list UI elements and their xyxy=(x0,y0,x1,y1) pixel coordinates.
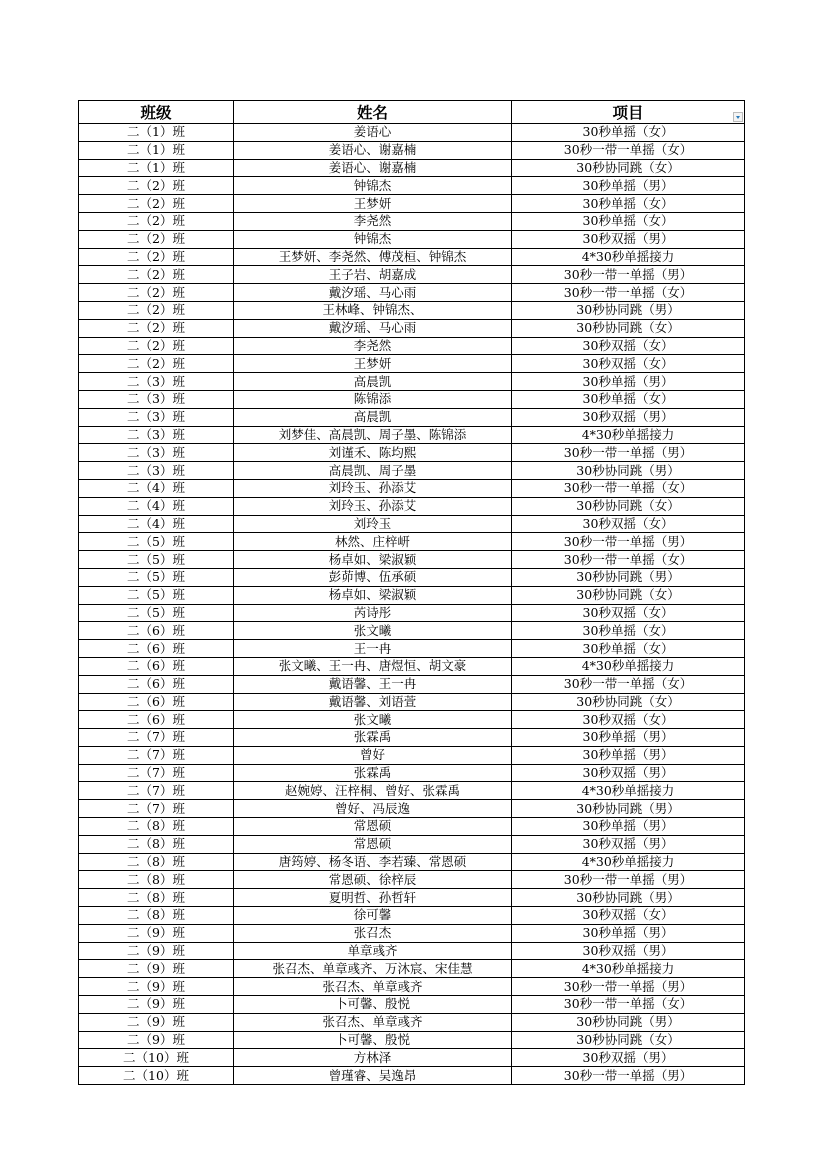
table-row xyxy=(79,978,745,996)
event-cell[interactable]: 4*30秒单摇接力 xyxy=(512,782,745,800)
class-cell[interactable]: 二（4）班 xyxy=(79,479,234,497)
name-cell[interactable]: 杨卓如、梁淑颖 xyxy=(234,586,512,604)
class-cell[interactable]: 二（2）班 xyxy=(79,195,234,213)
table-row xyxy=(79,657,745,675)
table-row xyxy=(79,373,745,391)
name-cell[interactable]: 高晨凯 xyxy=(234,373,512,391)
class-cell[interactable]: 二（2）班 xyxy=(79,266,234,284)
name-cell[interactable]: 张文曦、王一冉、唐煜恒、胡文豪 xyxy=(234,657,512,675)
table-row xyxy=(79,479,745,497)
name-cell[interactable]: 芮诗彤 xyxy=(234,604,512,622)
event-cell[interactable]: 30秒一带一单摇（女） xyxy=(512,141,745,159)
name-cell[interactable]: 高晨凯、周子墨 xyxy=(234,462,512,480)
event-cell[interactable]: 30秒一带一单摇（女） xyxy=(512,479,745,497)
event-cell[interactable]: 30秒双摇（女） xyxy=(512,355,745,373)
class-cell[interactable]: 二（6）班 xyxy=(79,693,234,711)
name-cell[interactable]: 常恩硕 xyxy=(234,818,512,836)
name-cell[interactable]: 王梦妍 xyxy=(234,355,512,373)
table-row xyxy=(79,248,745,266)
name-cell[interactable]: 张召杰、单章彧齐、万沐宸、宋佳慧 xyxy=(234,960,512,978)
name-cell[interactable]: 赵婉婷、汪梓桐、曾好、张霖禹 xyxy=(234,782,512,800)
class-cell[interactable]: 二（5）班 xyxy=(79,568,234,586)
event-cell[interactable]: 30秒一带一单摇（女） xyxy=(512,551,745,569)
class-cell[interactable]: 二（5）班 xyxy=(79,551,234,569)
class-cell[interactable]: 二（7）班 xyxy=(79,800,234,818)
event-cell[interactable]: 30秒一带一单摇（女） xyxy=(512,675,745,693)
name-cell[interactable]: 曾好、冯辰逸 xyxy=(234,800,512,818)
class-cell[interactable]: 二（9）班 xyxy=(79,1031,234,1049)
class-cell[interactable]: 二（2）班 xyxy=(79,212,234,230)
table-row xyxy=(79,818,745,836)
table-body xyxy=(79,124,745,1085)
event-cell[interactable]: 30秒双摇（男） xyxy=(512,835,745,853)
table-row xyxy=(79,462,745,480)
event-cell[interactable]: 30秒双摇（女） xyxy=(512,515,745,533)
event-cell[interactable]: 30秒一带一单摇（男） xyxy=(512,871,745,889)
class-cell[interactable]: 二（3）班 xyxy=(79,426,234,444)
class-cell[interactable]: 二（7）班 xyxy=(79,764,234,782)
table-row xyxy=(79,604,745,622)
class-cell[interactable]: 二（2）班 xyxy=(79,355,234,373)
class-cell[interactable]: 二（5）班 xyxy=(79,586,234,604)
header-name: 姓名 xyxy=(234,101,512,124)
class-cell[interactable]: 二（1）班 xyxy=(79,124,234,142)
event-cell[interactable]: 30秒一带一单摇（女） xyxy=(512,996,745,1014)
event-cell[interactable]: 30秒单摇（女） xyxy=(512,212,745,230)
table-row xyxy=(79,622,745,640)
name-cell[interactable]: 姜语心 xyxy=(234,124,512,142)
header-class: 班级 xyxy=(79,101,234,124)
class-cell[interactable]: 二（6）班 xyxy=(79,640,234,658)
event-cell[interactable]: 30秒单摇（女） xyxy=(512,622,745,640)
class-cell[interactable]: 二（2）班 xyxy=(79,248,234,266)
event-cell[interactable]: 30秒一带一单摇（男） xyxy=(512,266,745,284)
name-cell[interactable]: 李尧然 xyxy=(234,212,512,230)
event-cell[interactable]: 30秒一带一单摇（男） xyxy=(512,978,745,996)
class-cell[interactable]: 二（3）班 xyxy=(79,390,234,408)
table-row xyxy=(79,996,745,1014)
table-row xyxy=(79,301,745,319)
name-cell[interactable]: 刘谨禾、陈均熙 xyxy=(234,444,512,462)
class-cell[interactable]: 二（6）班 xyxy=(79,711,234,729)
name-cell[interactable]: 唐筠婷、杨冬语、李若臻、常恩硕 xyxy=(234,853,512,871)
name-cell[interactable]: 王梦妍、李尧然、傅茂桓、钟锦杰 xyxy=(234,248,512,266)
name-cell[interactable]: 戴语馨、王一冉 xyxy=(234,675,512,693)
class-cell[interactable]: 二（8）班 xyxy=(79,818,234,836)
class-cell[interactable]: 二（4）班 xyxy=(79,497,234,515)
event-cell[interactable]: 30秒一带一单摇（男） xyxy=(512,444,745,462)
event-cell[interactable]: 30秒双摇（女） xyxy=(512,711,745,729)
class-cell[interactable]: 二（3）班 xyxy=(79,462,234,480)
name-cell[interactable]: 张文曦 xyxy=(234,711,512,729)
table-row xyxy=(79,141,745,159)
name-cell[interactable]: 常恩硕 xyxy=(234,835,512,853)
class-cell[interactable]: 二（5）班 xyxy=(79,604,234,622)
table-row xyxy=(79,1031,745,1049)
table-row xyxy=(79,319,745,337)
table-row xyxy=(79,515,745,533)
class-cell[interactable]: 二（1）班 xyxy=(79,159,234,177)
class-cell[interactable]: 二（2）班 xyxy=(79,230,234,248)
event-cell[interactable]: 4*30秒单摇接力 xyxy=(512,853,745,871)
table-row xyxy=(79,942,745,960)
event-cell[interactable]: 30秒单摇（女） xyxy=(512,390,745,408)
name-cell[interactable]: 常恩硕、徐梓辰 xyxy=(234,871,512,889)
name-cell[interactable]: 王一冉 xyxy=(234,640,512,658)
class-cell[interactable]: 二（3）班 xyxy=(79,444,234,462)
event-cell[interactable]: 30秒一带一单摇（男） xyxy=(512,533,745,551)
class-cell[interactable]: 二（8）班 xyxy=(79,853,234,871)
name-cell[interactable]: 陈锦添 xyxy=(234,390,512,408)
event-cell[interactable]: 30秒双摇（男） xyxy=(512,942,745,960)
table-row xyxy=(79,693,745,711)
event-cell[interactable]: 30秒单摇（男） xyxy=(512,729,745,747)
table-row xyxy=(79,729,745,747)
event-cell[interactable]: 30秒单摇（女） xyxy=(512,124,745,142)
class-cell[interactable]: 二（10）班 xyxy=(79,1067,234,1085)
event-cell[interactable]: 30秒单摇（男） xyxy=(512,924,745,942)
name-cell[interactable]: 戴汐瑶、马心雨 xyxy=(234,319,512,337)
header-event xyxy=(512,101,745,124)
table-row xyxy=(79,1013,745,1031)
class-cell[interactable]: 二（2）班 xyxy=(79,284,234,302)
table-row xyxy=(79,853,745,871)
class-cell[interactable]: 二（3）班 xyxy=(79,408,234,426)
class-cell[interactable]: 二（7）班 xyxy=(79,782,234,800)
name-cell[interactable]: 卜可馨、殷悦 xyxy=(234,996,512,1014)
event-cell[interactable]: 4*30秒单摇接力 xyxy=(512,248,745,266)
name-cell[interactable]: 徐可馨 xyxy=(234,907,512,925)
table-row xyxy=(79,444,745,462)
event-cell[interactable]: 30秒协同跳（男） xyxy=(512,462,745,480)
header-event-label: 项目 xyxy=(612,104,644,122)
name-cell[interactable]: 张文曦 xyxy=(234,622,512,640)
class-cell[interactable]: 二（8）班 xyxy=(79,835,234,853)
event-cell[interactable]: 30秒协同跳（男） xyxy=(512,1013,745,1031)
roster-table xyxy=(78,100,745,1085)
filter-dropdown-icon[interactable] xyxy=(733,112,743,122)
table-row xyxy=(79,284,745,302)
table-row xyxy=(79,212,745,230)
class-cell[interactable]: 二（6）班 xyxy=(79,657,234,675)
event-cell[interactable]: 30秒单摇（女） xyxy=(512,195,745,213)
class-cell[interactable]: 二（9）班 xyxy=(79,924,234,942)
name-cell[interactable]: 李尧然 xyxy=(234,337,512,355)
class-cell[interactable]: 二（8）班 xyxy=(79,871,234,889)
event-cell[interactable]: 30秒双摇（男） xyxy=(512,408,745,426)
name-cell[interactable]: 单章彧齐 xyxy=(234,942,512,960)
name-cell[interactable]: 方林泽 xyxy=(234,1049,512,1067)
name-cell[interactable]: 林然、庄梓岍 xyxy=(234,533,512,551)
event-cell[interactable]: 4*30秒单摇接力 xyxy=(512,426,745,444)
event-cell[interactable]: 30秒协同跳（女） xyxy=(512,159,745,177)
event-cell[interactable]: 30秒协同跳（女） xyxy=(512,586,745,604)
name-cell[interactable]: 张霖禹 xyxy=(234,729,512,747)
class-cell[interactable]: 二（7）班 xyxy=(79,729,234,747)
class-cell[interactable]: 二（9）班 xyxy=(79,960,234,978)
event-cell[interactable]: 4*30秒单摇接力 xyxy=(512,960,745,978)
class-cell[interactable]: 二（8）班 xyxy=(79,907,234,925)
name-cell[interactable]: 王林峰、钟锦杰、 xyxy=(234,301,512,319)
table-row xyxy=(79,390,745,408)
event-cell[interactable]: 30秒双摇（女） xyxy=(512,337,745,355)
event-cell[interactable]: 30秒双摇（女） xyxy=(512,907,745,925)
event-cell[interactable]: 30秒双摇（男） xyxy=(512,1049,745,1067)
event-cell[interactable]: 30秒单摇（男） xyxy=(512,373,745,391)
class-cell[interactable]: 二（10）班 xyxy=(79,1049,234,1067)
table-row xyxy=(79,800,745,818)
class-cell[interactable]: 二（9）班 xyxy=(79,996,234,1014)
table-row xyxy=(79,746,745,764)
name-cell[interactable]: 张召杰、单章彧齐 xyxy=(234,978,512,996)
table-row xyxy=(79,907,745,925)
table-row xyxy=(79,426,745,444)
name-cell[interactable]: 钟锦杰 xyxy=(234,230,512,248)
event-cell[interactable]: 30秒一带一单摇（男） xyxy=(512,1067,745,1085)
event-cell[interactable]: 30秒单摇（女） xyxy=(512,640,745,658)
class-cell[interactable]: 二（2）班 xyxy=(79,177,234,195)
table-row xyxy=(79,568,745,586)
event-cell[interactable]: 30秒协同跳（男） xyxy=(512,889,745,907)
name-cell[interactable]: 刘玲玉、孙添艾 xyxy=(234,479,512,497)
name-cell[interactable]: 张霖禹 xyxy=(234,764,512,782)
table-row xyxy=(79,177,745,195)
table-row xyxy=(79,533,745,551)
table-row xyxy=(79,230,745,248)
event-cell[interactable]: 30秒单摇（男） xyxy=(512,746,745,764)
name-cell[interactable]: 王子岩、胡嘉成 xyxy=(234,266,512,284)
event-cell[interactable]: 30秒双摇（男） xyxy=(512,764,745,782)
class-cell[interactable]: 二（7）班 xyxy=(79,746,234,764)
event-cell[interactable]: 30秒协同跳（男） xyxy=(512,301,745,319)
table-row xyxy=(79,337,745,355)
name-cell[interactable]: 曾好 xyxy=(234,746,512,764)
class-cell[interactable]: 二（6）班 xyxy=(79,622,234,640)
table-row xyxy=(79,640,745,658)
name-cell[interactable]: 夏明哲、孙哲轩 xyxy=(234,889,512,907)
event-cell[interactable]: 30秒单摇（男） xyxy=(512,818,745,836)
event-cell[interactable]: 30秒协同跳（女） xyxy=(512,693,745,711)
name-cell[interactable]: 高晨凯 xyxy=(234,408,512,426)
name-cell[interactable]: 曾瑾睿、吴逸昂 xyxy=(234,1067,512,1085)
table-row xyxy=(79,551,745,569)
name-cell[interactable]: 刘玲玉 xyxy=(234,515,512,533)
class-cell[interactable]: 二（4）班 xyxy=(79,515,234,533)
table-row xyxy=(79,124,745,142)
table-row xyxy=(79,355,745,373)
table-row xyxy=(79,586,745,604)
class-cell[interactable]: 二（9）班 xyxy=(79,942,234,960)
name-cell[interactable]: 刘玲玉、孙添艾 xyxy=(234,497,512,515)
table-row xyxy=(79,835,745,853)
table-row xyxy=(79,159,745,177)
name-cell[interactable]: 张召杰、单章彧齐 xyxy=(234,1013,512,1031)
table-row xyxy=(79,764,745,782)
class-cell[interactable]: 二（2）班 xyxy=(79,319,234,337)
header-row xyxy=(79,101,745,124)
event-cell[interactable]: 30秒双摇（女） xyxy=(512,604,745,622)
name-cell[interactable]: 卜可馨、殷悦 xyxy=(234,1031,512,1049)
table-row xyxy=(79,871,745,889)
event-cell[interactable]: 30秒协同跳（男） xyxy=(512,800,745,818)
class-cell[interactable]: 二（8）班 xyxy=(79,889,234,907)
name-cell[interactable]: 刘梦佳、高晨凯、周子墨、陈锦添 xyxy=(234,426,512,444)
spreadsheet xyxy=(78,100,744,1085)
name-cell[interactable]: 钟锦杰 xyxy=(234,177,512,195)
class-cell[interactable]: 二（2）班 xyxy=(79,301,234,319)
name-cell[interactable]: 姜语心、谢嘉楠 xyxy=(234,159,512,177)
name-cell[interactable]: 姜语心、谢嘉楠 xyxy=(234,141,512,159)
event-cell[interactable]: 4*30秒单摇接力 xyxy=(512,657,745,675)
table-row xyxy=(79,408,745,426)
table-row xyxy=(79,889,745,907)
event-cell[interactable]: 30秒单摇（男） xyxy=(512,177,745,195)
class-cell[interactable]: 二（5）班 xyxy=(79,533,234,551)
name-cell[interactable]: 张召杰 xyxy=(234,924,512,942)
event-cell[interactable]: 30秒协同跳（女） xyxy=(512,497,745,515)
event-cell[interactable]: 30秒一带一单摇（女） xyxy=(512,284,745,302)
table-row xyxy=(79,924,745,942)
event-cell[interactable]: 30秒协同跳（男） xyxy=(512,568,745,586)
name-cell[interactable]: 彭茆博、伍承硕 xyxy=(234,568,512,586)
class-cell[interactable]: 二（3）班 xyxy=(79,373,234,391)
event-cell[interactable]: 30秒双摇（男） xyxy=(512,230,745,248)
table-row xyxy=(79,1067,745,1085)
table-row xyxy=(79,960,745,978)
name-cell[interactable]: 戴汐瑶、马心雨 xyxy=(234,284,512,302)
table-row xyxy=(79,711,745,729)
table-row xyxy=(79,1049,745,1067)
table-row xyxy=(79,675,745,693)
class-cell[interactable]: 二（9）班 xyxy=(79,1013,234,1031)
table-row xyxy=(79,195,745,213)
name-cell[interactable]: 戴语馨、刘语萱 xyxy=(234,693,512,711)
table-row xyxy=(79,497,745,515)
event-cell[interactable]: 30秒协同跳（女） xyxy=(512,319,745,337)
table-row xyxy=(79,782,745,800)
class-cell[interactable]: 二（2）班 xyxy=(79,337,234,355)
event-cell[interactable]: 30秒协同跳（女） xyxy=(512,1031,745,1049)
name-cell[interactable]: 杨卓如、梁淑颖 xyxy=(234,551,512,569)
class-cell[interactable]: 二（9）班 xyxy=(79,978,234,996)
class-cell[interactable]: 二（1）班 xyxy=(79,141,234,159)
name-cell[interactable]: 王梦妍 xyxy=(234,195,512,213)
class-cell[interactable]: 二（6）班 xyxy=(79,675,234,693)
table-row xyxy=(79,266,745,284)
